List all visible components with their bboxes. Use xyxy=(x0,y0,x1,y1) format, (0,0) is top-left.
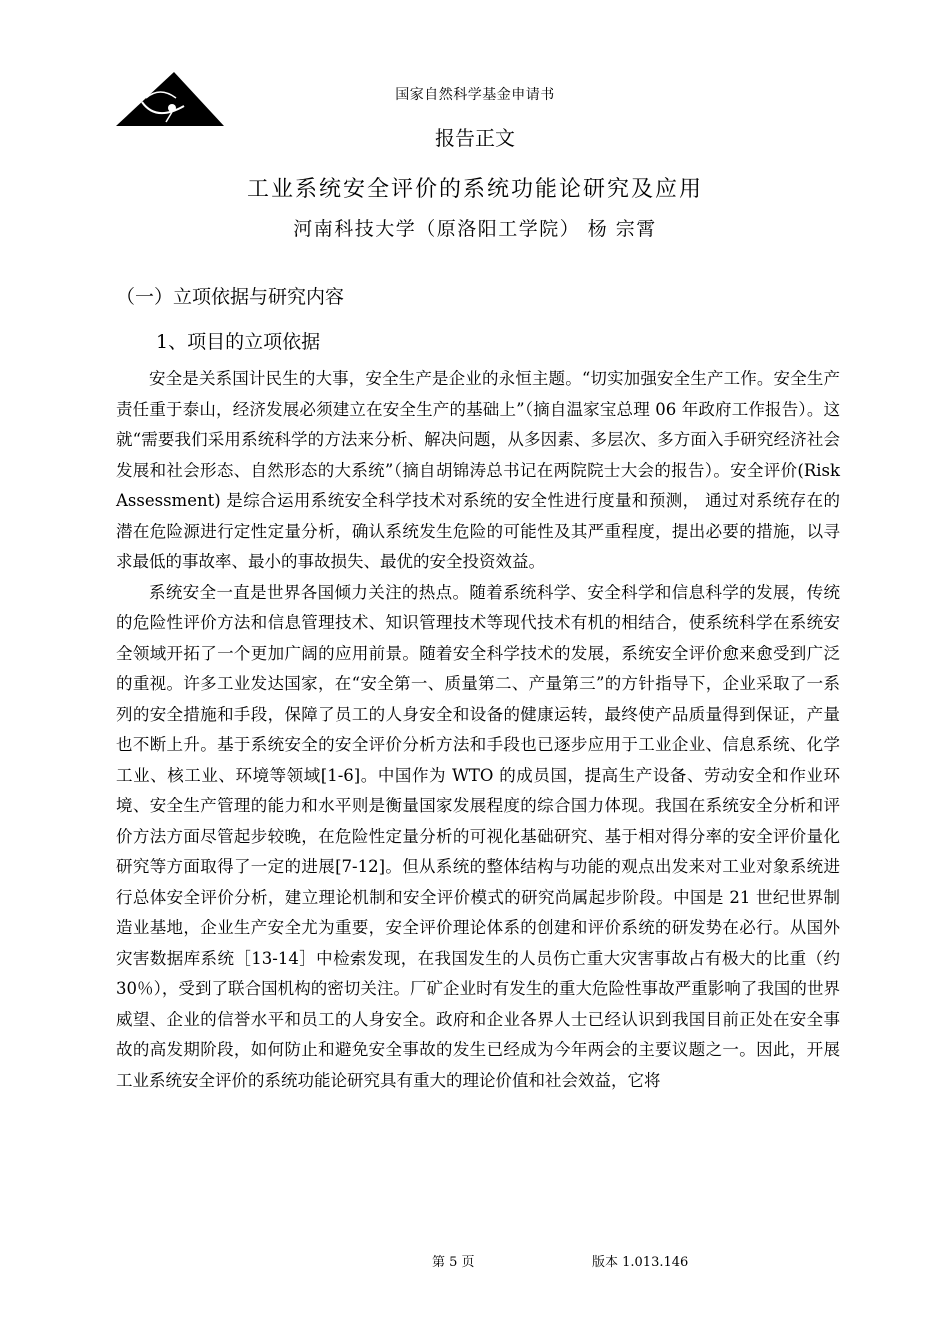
paragraph: 系统安全一直是世界各国倾力关注的热点。随着系统科学、安全科学和信息科学的发展，传统的危险性评价方法和信息管理技术、知识管理技术等现代技术有机的相结合，使系统科学在系统安全领域开拓了一个更加广阔的应用前景。随着安全科学技术的发展，系统安全评价愈来愈受到广泛的重视。许多工业发达国家，在“安全第一、质量第二、产量第三”的方针指导下，企业采取了一系列的安全措施和手段，保障了员工的人身安全和设备的健康运转，最终使产品质量得到保证，产量也不断上升。基于系统安全的安全评价分析方法和手段也已逐步应用于工业企业、信息系统、化学工业、核工业、环境等领域[1-6]。中国作为 WTO 的成员国，提高生产设备、劳动安全和作业环境、安全生产管理的能力和水平则是衡量国家发展程度的综合国力体现。我国在系统安全分析和评价方法方面尽管起步较晚，在危险性定量分析的可视化基础研究、基于相对得分率的安全评价量化研究等方面取得了一定的进展[7-12]。但从系统的整体结构与功能的观点出发来对工业对象系统进行总体安全评价分析，建立理论机制和安全评价模式的研究尚属起步阶段。中国是 21 世纪世界制造业基地，企业生产安全尤为重要，安全评价理论体系的创建和评价系统的研发势在必行。从国外灾害数据库系统［13-14］中检索发现，在我国发生的人员伤亡重大灾害事故占有极大的比重（约30％），受到了联合国机构的密切关注。厂矿企业时有发生的重大危险性事故严重影响了我国的世界威望、企业的信誉水平和员工的人身安全。政府和企业各界人士已经认识到我国目前正处在安全事故的高发期阶段，如何防止和避免安全事故的发生已经成为今年两会的主要议题之一。因此，开展工业系统安全评价的系统功能论研究具有重大的理论价值和社会效益，它将 xyxy=(116,582,840,1090)
report-title: 报告正文 xyxy=(435,126,515,150)
author-affiliation: 河南科技大学（原洛阳工学院） 杨 宗霄 xyxy=(293,218,657,240)
paragraph: 安全是关系国计民生的大事，安全生产是企业的永恒主题。“切实加强安全生产工作。安全生产责任重于泰山，经济发展必须建立在安全生产的基础上”（摘自温家宝总理 06 年政府工作报告）。这就“需要我们采用系统科学的方法来分析、解决问题，从多因素、多层次、多方面入手研究经济社会发展和社会形态、自然形态的大系统”（摘自胡锦涛总书记在两院院士大会的报告）。安全评价(Risk Assessment) 是综合运用系统安全科学技术对系统的安全性进行度量和预测， 通过对系统存在的潜在危险源进行定性定量分析，确认系统发生危险的可能性及其严重程度，提出必要的措施，以寻求最低的事故率、最小的事故损失、最优的安全投资效益。 xyxy=(116,369,840,571)
version-number: 版本 1.013.146 xyxy=(592,1255,689,1270)
subsection-heading: 1、项目的立项依据 xyxy=(156,331,321,353)
document-type-header: 国家自然科学基金申请书 xyxy=(395,87,555,103)
page-number: 第 5 页 xyxy=(432,1255,475,1270)
project-title: 工业系统安全评价的系统功能论研究及应用 xyxy=(246,177,703,202)
section-heading: （一）立项依据与研究内容 xyxy=(116,286,345,308)
body-text xyxy=(116,364,840,1096)
